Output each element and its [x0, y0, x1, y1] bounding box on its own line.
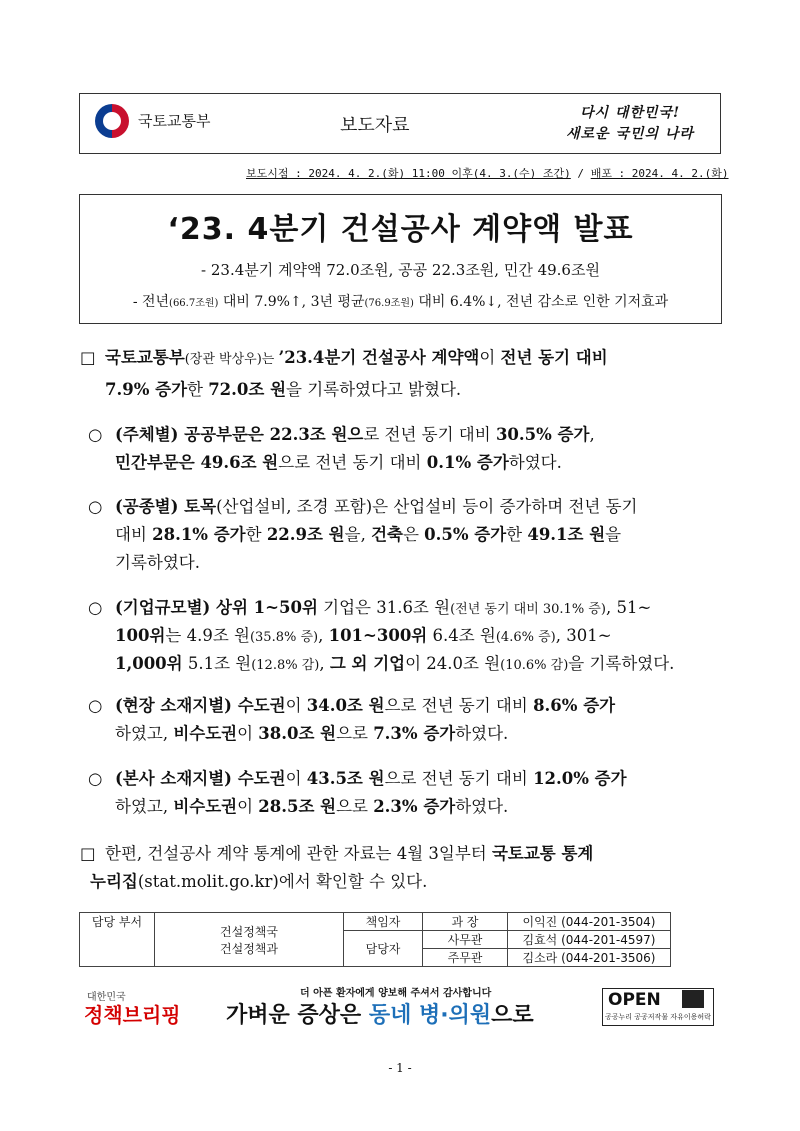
paragraph-2-line-1: 한편, 건설공사 계약 통계에 관한 자료는 4월 3일부터 국토교통 통계: [105, 844, 594, 863]
ministry-name: 국토교통부: [138, 112, 211, 130]
bullet-3-line-2: 100위는 4.9조 원(35.8% 증), 101~300위 6.4조 원(4.6% 증), 301~: [115, 626, 612, 645]
subtitle-2: - 전년(66.7조원) 대비 7.9%↑, 3년 평균(76.9조원) 대비 6.4%↓, 전년 감소로 인한 기저효과: [132, 294, 669, 310]
bullet-5-line-2: 하였고, 비수도권이 28.5조 원으로 2.3% 증가하였다.: [115, 797, 509, 816]
release-dateline: [246, 165, 729, 181]
bureau-name: 건설정책국: [220, 924, 278, 939]
briefing-logo: 정책브리핑: [84, 1003, 181, 1027]
bullet-1-line-1: (주체별) 공공부문은 22.3조 원으로 전년 동기 대비 30.5% 증가,: [115, 425, 595, 444]
staff-label: 담당자: [344, 931, 423, 967]
bullet-5-line-1: (본사 소재지별) 수도권이 43.5조 원으로 전년 동기 대비 12.0% 증가: [115, 769, 627, 788]
bullet-2-line-2: 대비 28.1% 증가한 22.9조 원을, 건축은 0.5% 증가한 49.1조 원을: [115, 525, 622, 544]
embargo-time: 보도시점 : 2024. 4. 2.(화) 11:00 이후(4. 3.(수) 조간): [246, 167, 571, 180]
release-date: 배포 : 2024. 4. 2.(화): [590, 167, 729, 180]
contact-person: 김소라 (044-201-3506): [508, 949, 671, 967]
circle-bullet: ○: [88, 425, 103, 444]
contact-table: [79, 912, 671, 967]
bullet-3-line-1: (기업규모별) 상위 1~50위 기업은 31.6조 원(전년 동기 대비 30.1% 증), 51~: [115, 598, 652, 617]
paragraph-2-line-2: 누리집(stat.molit.go.kr)에서 확인할 수 있다.: [90, 872, 428, 891]
emblem-center: [103, 112, 121, 130]
bullet-4-line-2: 하였고, 비수도권이 38.0조 원으로 7.3% 증가하였다.: [115, 724, 509, 743]
dept-label: 담당 부서: [80, 913, 155, 967]
document-type: 보도자료: [340, 115, 410, 136]
head-label: 책임자: [344, 913, 423, 931]
square-bullet: □: [80, 844, 96, 863]
bullet-1-line-2: 민간부문은 49.6조 원으로 전년 동기 대비 0.1% 증가하였다.: [115, 453, 562, 472]
contact-person: 김효석 (044-201-4597): [508, 931, 671, 949]
contact-title: 주무관: [423, 949, 508, 967]
bullet-2-line-3: 기록하였다.: [115, 553, 200, 572]
contact-title: 과 장: [423, 913, 508, 931]
subtitle-1: - 23.4분기 계약액 72.0조원, 공공 22.3조원, 민간 49.6조원: [201, 261, 600, 279]
bullet-4-line-1: (현장 소재지별) 수도권이 34.0조 원으로 전년 동기 대비 8.6% 증가: [115, 696, 616, 715]
slogan-line-2: 새로운 국민의 나라: [566, 126, 694, 142]
bullet-3-line-3: 1,000위 5.1조 원(12.8% 감), 그 외 기업이 24.0조 원(10.6% 감)을 기록하였다.: [115, 654, 675, 673]
bullet-2-line-1: (공종별) 토목(산업설비, 조경 포함)은 산업설비 등이 증가하며 전년 동기: [115, 497, 638, 516]
contact-title: 사무관: [423, 931, 508, 949]
paragraph-1-line-1: 국토교통부(장관 박상우)는 ’23.4분기 건설공사 계약액이 전년 동기 대비: [105, 348, 608, 367]
circle-bullet: ○: [88, 598, 103, 617]
campaign-subtitle: 더 아픈 환자에게 양보해 주셔서 감사합니다: [300, 988, 492, 999]
attribution-icon: [682, 990, 704, 1008]
square-bullet: □: [80, 348, 96, 367]
page-number: - 1 -: [388, 1061, 412, 1075]
kogl-caption: 공공누리 공공저작물 자유이용허락: [605, 1013, 711, 1021]
circle-bullet: ○: [88, 497, 103, 516]
campaign-headline: 가벼운 증상은 동네 병·의원으로: [226, 1003, 534, 1028]
open-label: OPEN: [608, 990, 661, 1010]
dept-cell: [155, 913, 344, 967]
circle-bullet: ○: [88, 696, 103, 715]
paragraph-1-line-2: 7.9% 증가한 72.0조 원을 기록하였다고 밝혔다.: [105, 380, 462, 399]
contact-person: 이익진 (044-201-3504): [508, 913, 671, 931]
page-title: ‘23. 4분기 건설공사 계약액 발표: [167, 212, 634, 247]
dateline-separator: /: [570, 167, 591, 180]
circle-bullet: ○: [88, 769, 103, 788]
division-name: 건설정책과: [220, 941, 278, 956]
briefing-logo-small: 대한민국: [87, 992, 126, 1003]
slogan-line-1: 다시 대한민국!: [580, 105, 681, 121]
